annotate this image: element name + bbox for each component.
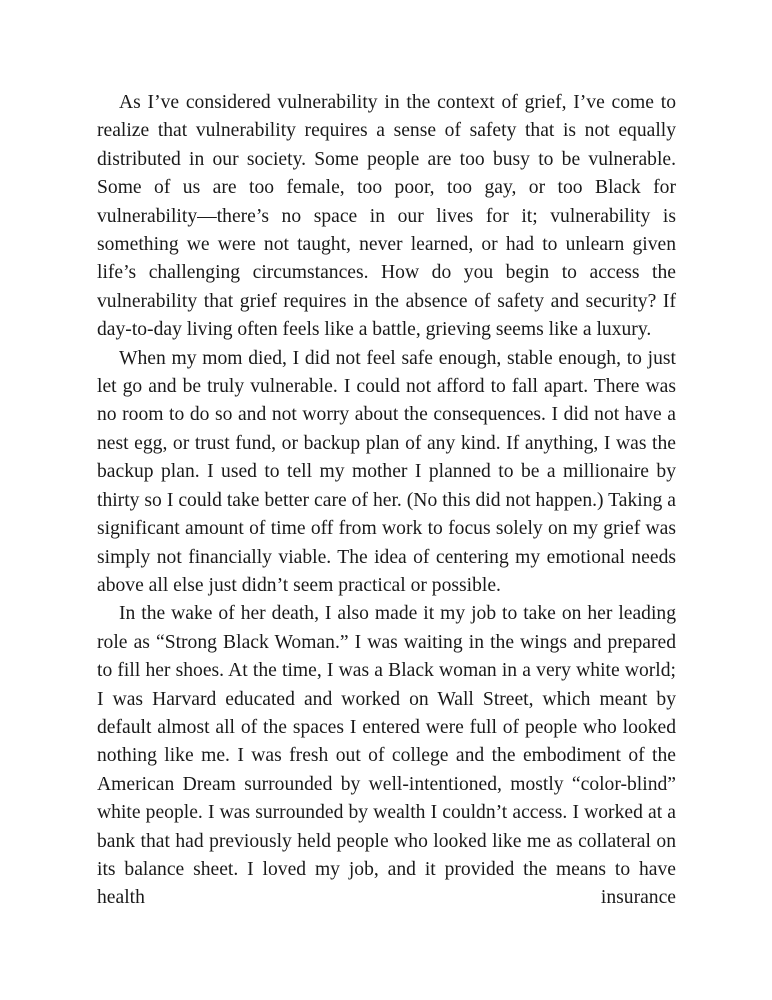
paragraph-vulnerability-grief: As I’ve considered vulnerability in the context of grief, I’ve come to realize that vulnerability requires a sense of safety that is not equally distributed in our society. Some people are too busy to be vulnerable. Some of us are too female, too poor, too gay, or too Black for vulnerability—there’s no space in our lives for it; vulnerability is something we were not taught, never learned, or had to unlearn given life’s challenging circumstances. How do you begin to access the vulnerability that grief requires in the absence of safety and security? If day-to-day living often feels like a battle, grieving seems like a luxury. xyxy=(97,92,676,341)
paragraph-strong-black-woman: In the wake of her death, I also made it my job to take on her leading role as “Strong Black Woman.” I was waiting in the wings and prepared to fill her shoes. At the time, I was a Black woman in a very white world; I was Harvard educated and worked on Wall Street, which meant by default almost all of the spaces I entered were full of people who looked nothing like me. I was fresh out of college and the embodiment of the American Dream surrounded by well-intentioned, mostly “color-blind” white people. I was surrounded by wealth I couldn’t access. I worked at a bank that had previously held people who looked like me as collateral on its balance sheet. I loved my job, and it provided the means to have health insurance xyxy=(97,603,676,909)
body-text xyxy=(97,89,676,913)
paragraph-mom-died: When my mom died, I did not feel safe enough, stable enough, to just let go and be truly vulnerable. I could not afford to fall apart. There was no room to do so and not worry about the consequences. I did not have a nest egg, or trust fund, or backup plan of any kind. If anything, I was the backup plan. I used to tell my mother I planned to be a millionaire by thirty so I could take better care of her. (No this did not happen.) Taking a significant amount of time off from work to focus solely on my grief was simply not financially viable. The idea of centering my emotional needs above all else just didn’t seem practical or possible. xyxy=(97,347,676,596)
